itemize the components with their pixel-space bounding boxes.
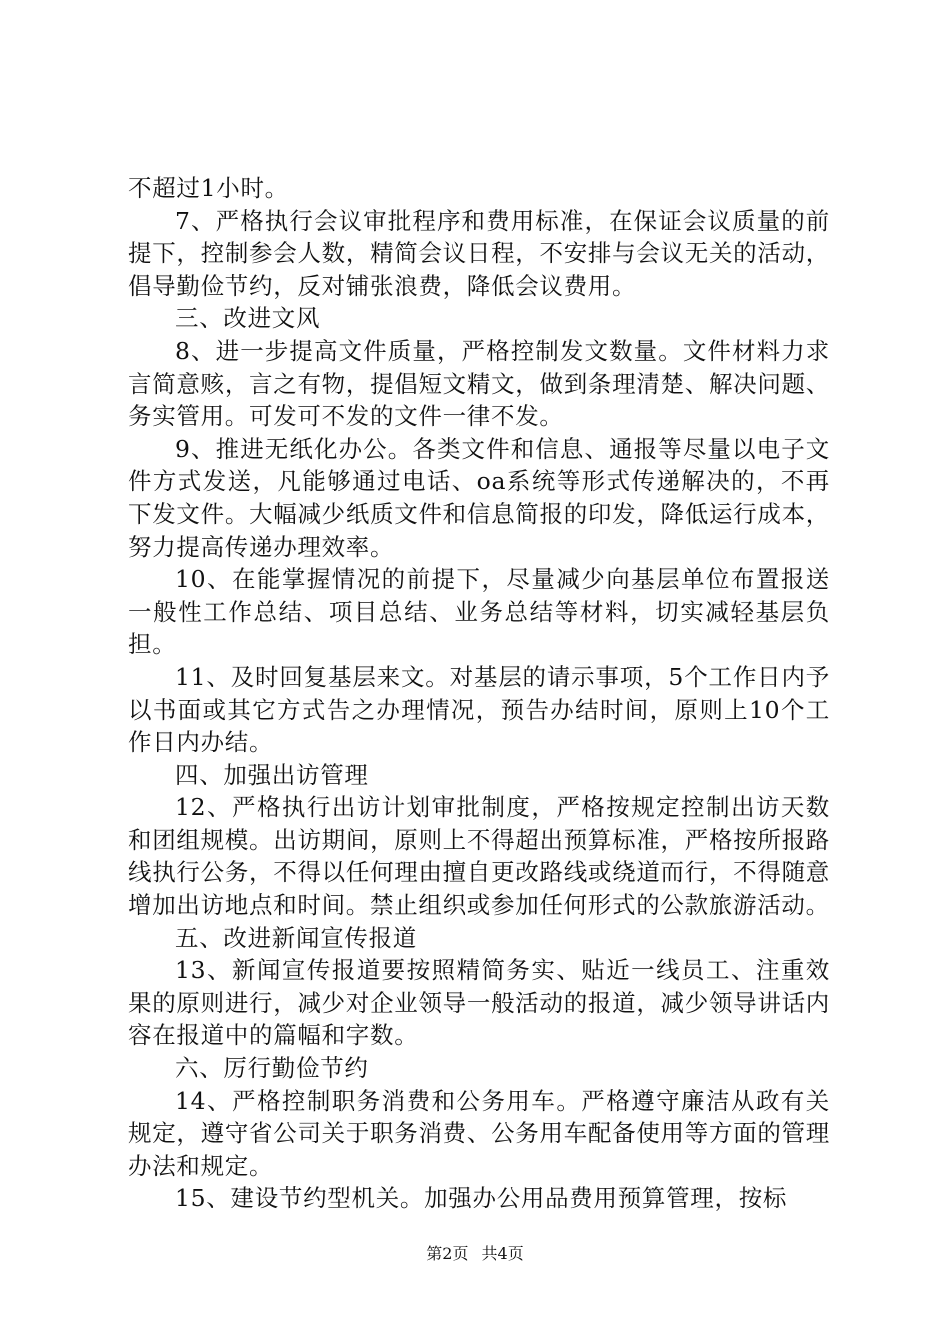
paragraph: 11、及时回复基层来文。对基层的请示事项，5个工作日内予以书面或其它方式告之办理情况，预告办结时间，原则上10个工作日内办结。 [128, 662, 830, 757]
paragraph: 9、推进无纸化办公。各类文件和信息、通报等尽量以电子文件方式发送，凡能够通过电话、oa系统等形式传递解决的，不再下发文件。大幅减少纸质文件和信息简报的印发，降低运行成本，努力提高传递办理效率。 [128, 434, 830, 561]
page-number: 第2页 [426, 1244, 469, 1263]
document-body [128, 172, 830, 1215]
paragraph: 四、加强出访管理 [175, 760, 369, 789]
paragraph: 15、建设节约型机关。加强办公用品费用预算管理，按标 [175, 1184, 788, 1213]
paragraph: 12、严格执行出访计划审批制度，严格按规定控制出访天数和团组规模。出访期间，原则上不得超出预算标准，严格按所报路线执行公务，不得以任何理由擅自更改路线或绕道而行，不得随意增加出访地点和时间。禁止组织或参加任何形式的公款旅游活动。 [128, 793, 830, 920]
paragraph: 13、新闻宣传报道要按照精简务实、贴近一线员工、注重效果的原则进行，减少对企业领导一般活动的报道，减少领导讲话内容在报道中的篇幅和字数。 [128, 956, 830, 1050]
page-footer [0, 1244, 950, 1264]
paragraph: 不超过1小时。 [128, 174, 289, 202]
paragraph: 8、进一步提高文件质量，严格控制发文数量。文件材料力求言简意赅，言之有物，提倡短文精文，做到条理清楚、解决问题、务实管用。可发可不发的文件一律不发。 [128, 336, 830, 431]
paragraph: 三、改进文风 [175, 304, 321, 333]
paragraph: 14、严格控制职务消费和公务用车。严格遵守廉洁从政有关规定，遵守省公司关于职务消费、公务用车配备使用等方面的管理办法和规定。 [128, 1086, 830, 1180]
paragraph: 五、改进新闻宣传报道 [175, 923, 417, 952]
paragraph: 10、在能掌握情况的前提下，尽量减少向基层单位布置报送一般性工作总结、项目总结、业务总结等材料，切实减轻基层负担。 [128, 565, 830, 659]
paragraph: 7、严格执行会议审批程序和费用标准，在保证会议质量的前提下，控制参会人数，精简会议日程，不安排与会议无关的活动，倡导勤俭节约，反对铺张浪费，降低会议费用。 [128, 206, 830, 300]
page-total: 共4页 [481, 1244, 524, 1263]
paragraph: 六、厉行勤俭节约 [175, 1054, 369, 1083]
